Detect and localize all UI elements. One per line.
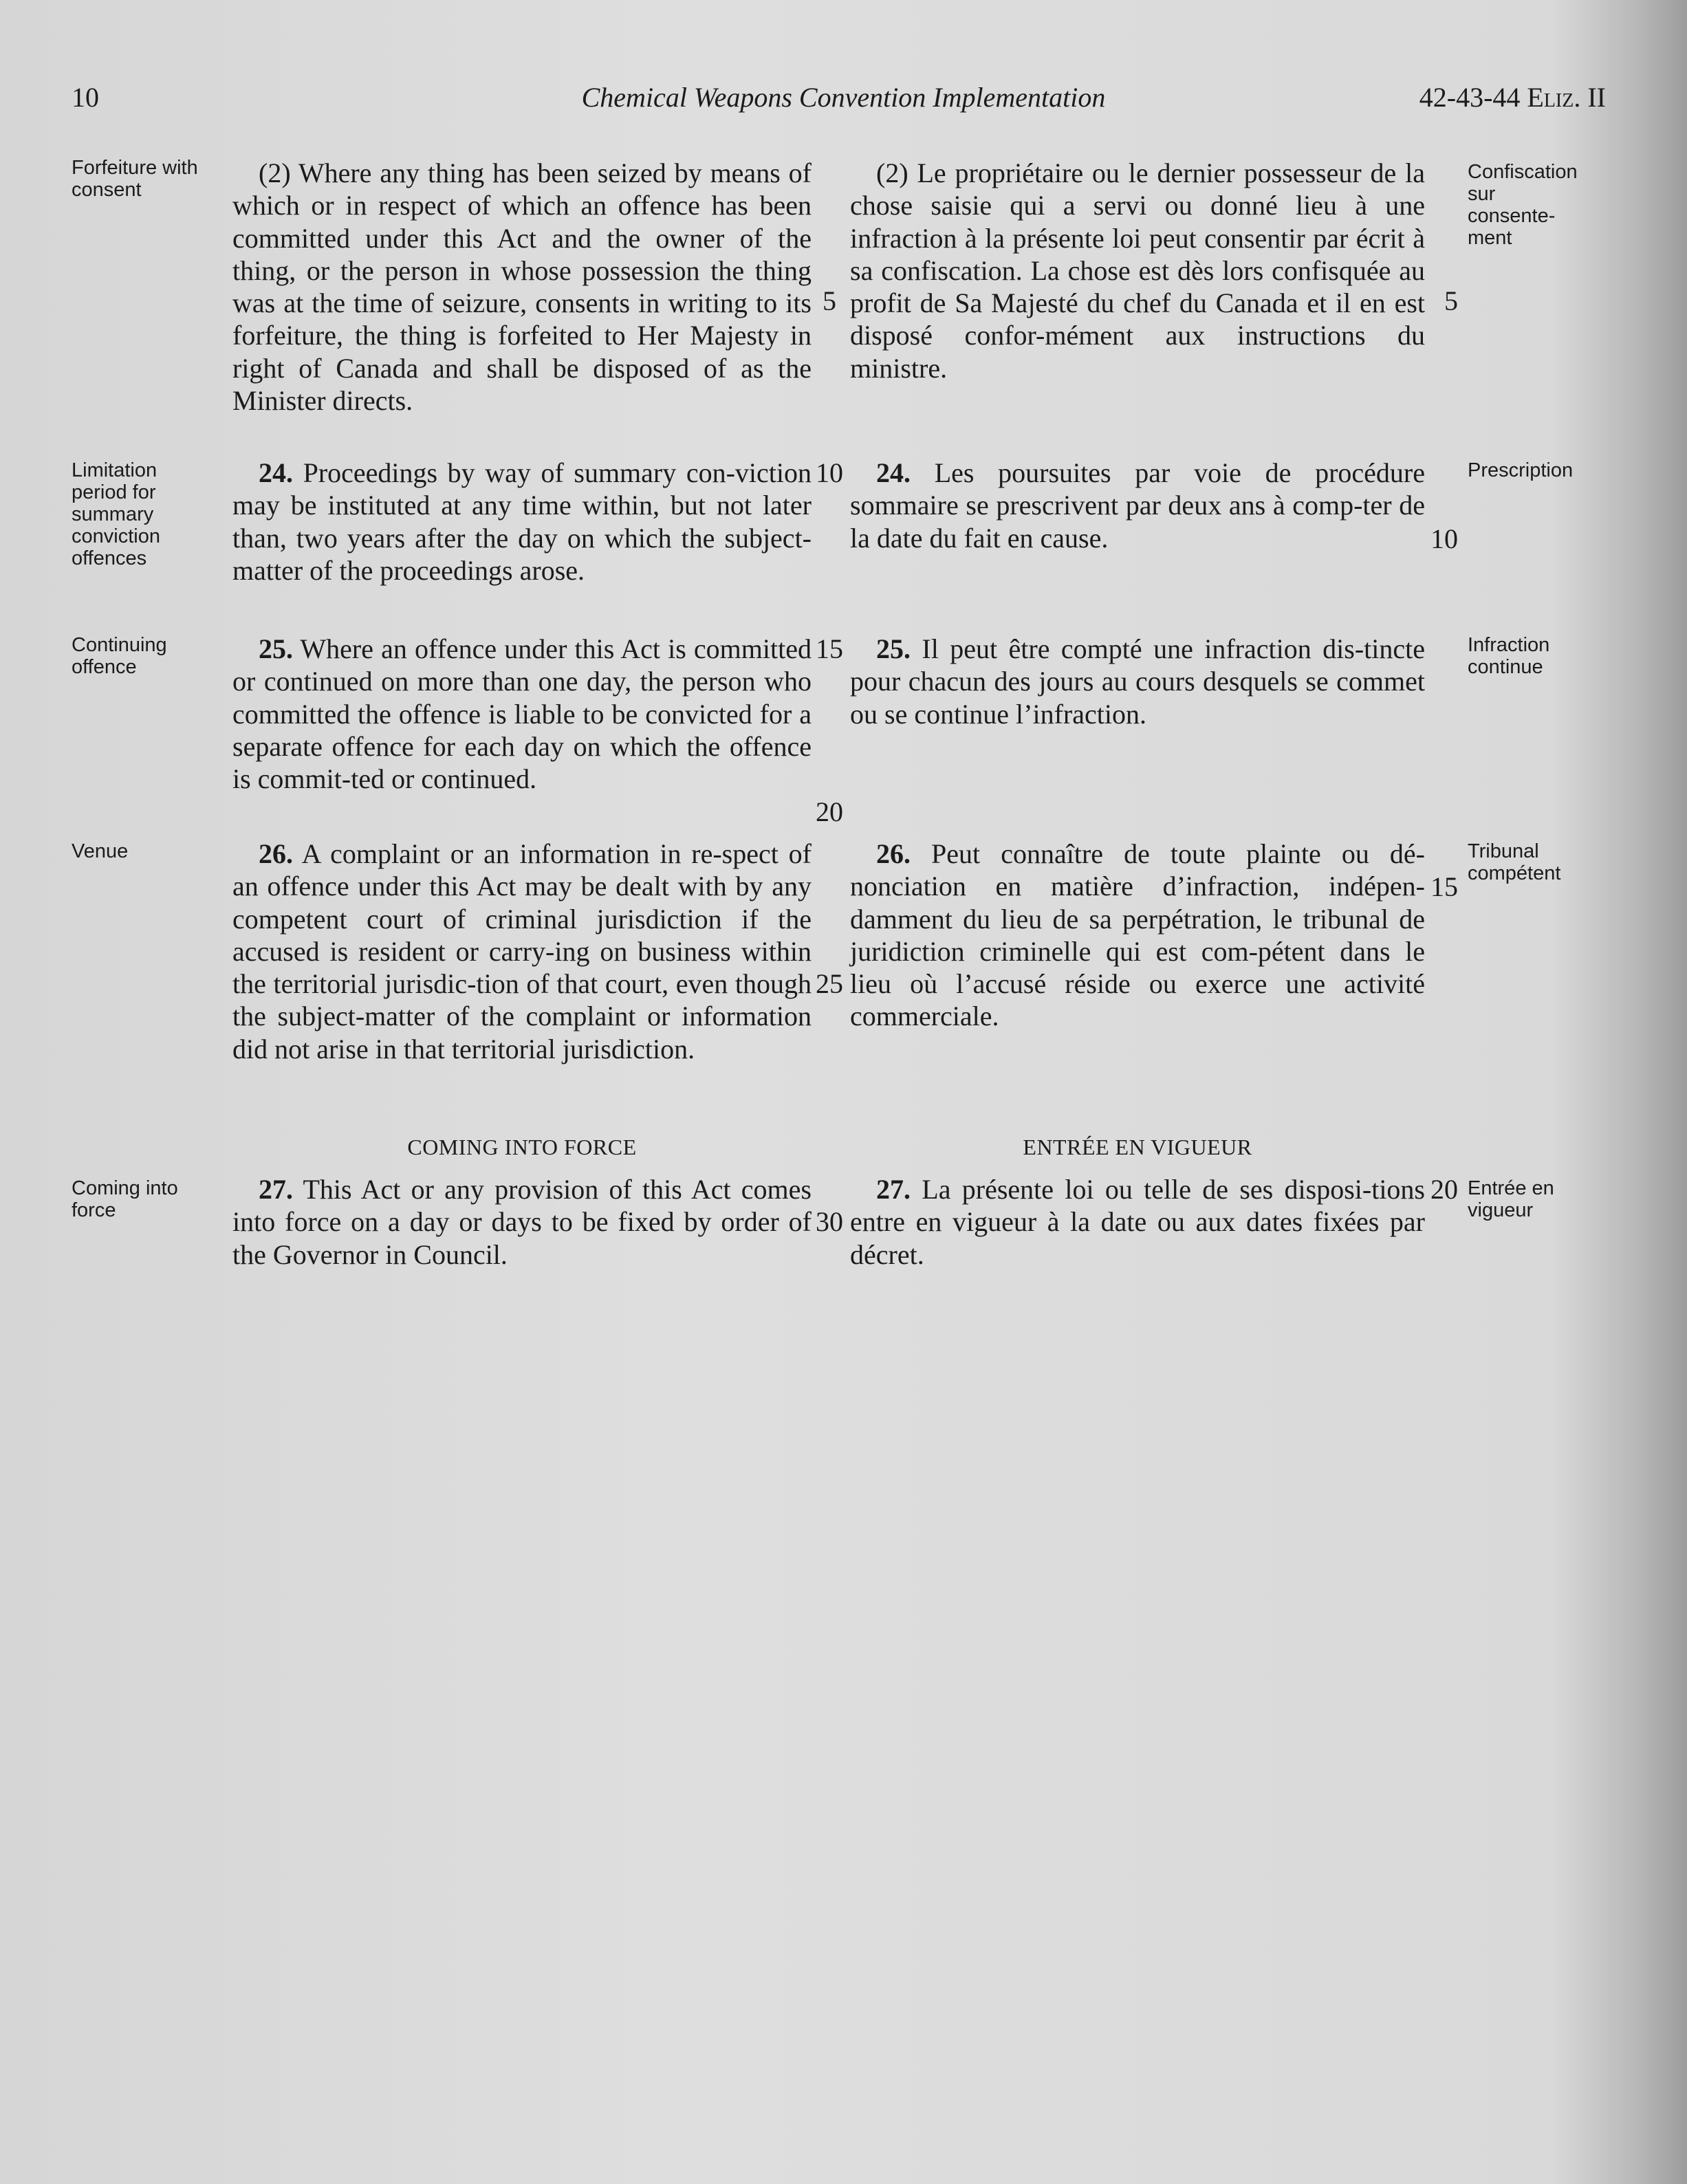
section-number-fr: 27. — [876, 1174, 911, 1205]
running-title: Chemical Weapons Convention Implementation — [581, 82, 1106, 113]
section-number-en: 24. — [259, 457, 293, 488]
section-text-fr — [850, 1173, 1425, 1271]
line-number: 15 — [816, 633, 843, 664]
heading-coming-into-force: COMING INTO FORCE — [407, 1135, 637, 1159]
section-body-en: A complaint or an information in re-spect of an offence under this Act may be dealt with by any competent court of criminal jurisdiction if the accused is resident or carry-ing on business within the territorial jurisdic-tion of that court, even though the subject-matter of the complaint or information did not arise in that territorial jurisdiction. — [232, 838, 812, 1064]
section-number-en: 27. — [259, 1174, 293, 1205]
section-text-fr — [850, 457, 1425, 554]
section-text-fr — [850, 633, 1425, 730]
line-number: 20 — [1430, 1174, 1458, 1205]
marginal-note-fr: Prescription — [1468, 459, 1574, 481]
section-text-en — [232, 1173, 812, 1271]
heading-entree-en-vigueur: ENTRÉE EN VIGUEUR — [1023, 1135, 1252, 1159]
section-body-en: This Act or any provision of this Act comes into force on a day or days to be fixed by order of the Governor in Council. — [232, 1174, 812, 1270]
section-text-en — [232, 157, 812, 417]
marginal-note-en: Forfeiture with consent — [72, 157, 198, 201]
section-text-en — [232, 633, 812, 795]
marginal-note-en: Continuing offence — [72, 634, 167, 678]
marginal-note-en: Venue — [72, 840, 129, 862]
section-text-fr — [850, 157, 1425, 384]
regnal-prefix: 42-43-44 — [1419, 82, 1527, 113]
line-number: 30 — [816, 1206, 843, 1237]
line-number: 15 — [1430, 871, 1458, 902]
line-number: 5 — [1444, 285, 1458, 316]
marginal-note-fr: Infraction continue — [1468, 634, 1550, 678]
marginal-note-fr: Tribunal compétent — [1468, 840, 1561, 884]
line-number: 20 — [816, 796, 843, 827]
section-number-fr: 26. — [876, 838, 911, 869]
regnal-year — [1419, 81, 1606, 114]
section-text-en — [232, 838, 812, 1065]
section-number-en: 25. — [259, 633, 293, 664]
section-body-fr: (2) Le propriétaire ou le dernier possesseur de la chose saisie qui a servi ou donné lieu à une infraction à la présente loi peut consentir par écrit à sa confiscation. La chose est dès lors confisquée au profit de Sa Majesté du chef du Canada et il en est disposé confor-mément aux instructions du ministre. — [850, 157, 1425, 384]
line-number: 10 — [1430, 523, 1458, 554]
line-number: 5 — [823, 285, 836, 316]
page-number: 10 — [72, 82, 99, 113]
section-body-fr: Il peut être compté une infraction dis-tincte pour chacun des jours au cours desquels se commet ou se continue l’infraction. — [850, 633, 1425, 730]
section-body-en: Where an offence under this Act is committed or continued on more than one day, the person who committed the offence is liable to be convicted for a separate offence for each day on which the offence is commit-ted or continued. — [232, 633, 812, 795]
marginal-note-fr: Confiscation sur consente-ment — [1468, 161, 1578, 249]
section-body-fr: La présente loi ou telle de ses disposi-tions entre en vigueur à la date ou aux dates fixées par décret. — [850, 1174, 1425, 1270]
section-text-en — [232, 457, 812, 587]
section-body-fr: Les poursuites par voie de procédure sommaire se prescrivent par deux ans à comp-ter de la date du fait en cause. — [850, 457, 1425, 554]
line-number: 25 — [816, 968, 843, 999]
section-number-fr: 24. — [876, 457, 911, 488]
section-number-en: 26. — [259, 838, 293, 869]
section-body-en: Proceedings by way of summary con-viction may be instituted at any time within, but not later than, two years after the day on which the subject-matter of the proceedings arose. — [232, 457, 812, 586]
section-number-fr: 25. — [876, 633, 911, 664]
section-body-en: (2) Where any thing has been seized by means of which or in respect of which an offence has been committed under this Act and the owner of the thing, or the person in whose possession the thing was at the time of seizure, consents in writing to its forfeiture, the thing is forfeited to Her Majesty in right of Canada and shall be disposed of as the Minister directs. — [232, 157, 812, 417]
line-number: 10 — [816, 457, 843, 488]
marginal-note-fr: Entrée en vigueur — [1468, 1177, 1554, 1221]
section-body-fr: Peut connaître de toute plainte ou dé-nonciation en matière d’infraction, indépen-damment du lieu de sa perpétration, le tribunal de juridiction criminelle qui est com-pétent dans le lieu où l’accusé réside ou exerce une activité commerciale. — [850, 838, 1425, 1032]
marginal-note-en: Coming into force — [72, 1177, 178, 1221]
marginal-note-en: Limitation period for summary conviction offences — [72, 459, 160, 569]
regnal-eliz: Eliz. — [1527, 82, 1581, 113]
section-text-fr — [850, 838, 1425, 1033]
regnal-suffix: II — [1580, 82, 1606, 113]
